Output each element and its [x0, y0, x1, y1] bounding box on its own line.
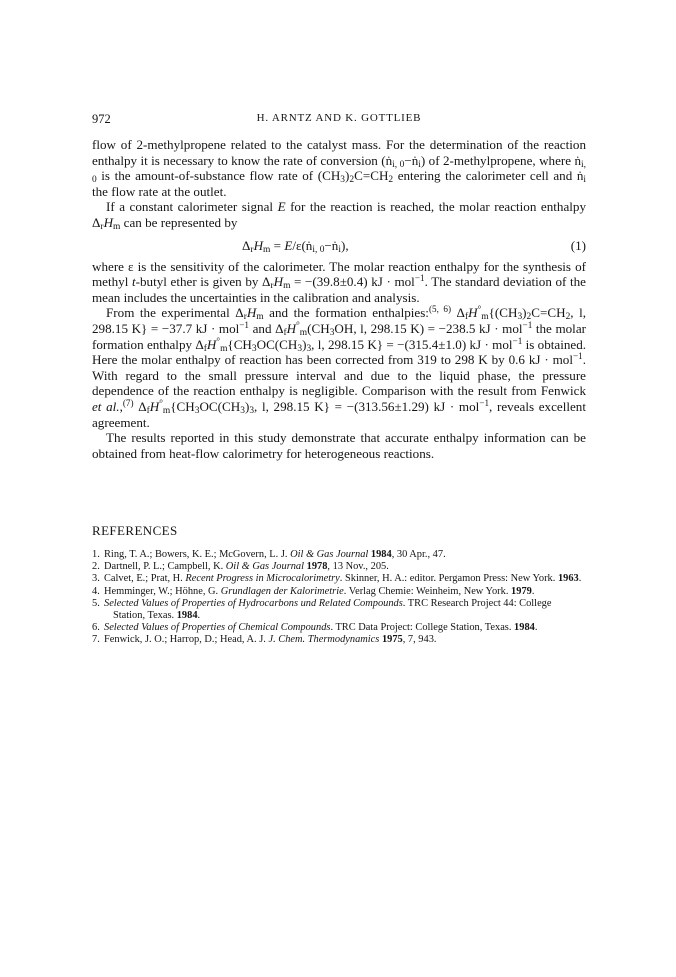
paragraph-calorimeter-signal: If a constant calorimeter signal E for the reaction is reached, the molar reaction enthalpy $\Delta_rH_m$ can be represented by	[92, 199, 586, 232]
running-head: H. ARNTZ AND K. GOTTLIEB	[256, 112, 422, 124]
paragraph-sensitivity: where ε is the sensitivity of the calorimeter. The molar reaction enthalpy for the synthesis of methyl t-butyl ether is given by $\Delta_rH_m = -(39.8\pm 0.4)$ kJ · mol$^{-1}$. The standard deviation of the mean includes the uncertainties in the calibration and analysis.	[92, 258, 586, 305]
paragraph-conclusion: The results reported in this study demonstrate that accurate enthalpy information can be obtained from heat-flow calorimetry for heterogeneous reactions.	[92, 430, 586, 461]
page-number: 972	[92, 112, 111, 126]
paragraph-formation-enthalpies: From the experimental $\Delta_rH_m$ and the formation enthalpies:$^{(5, 6)}$ $\Delta_fH^\circ_m\{(CH_3)_2C=CH_2$, l, 298.15 K} = −37.7 kJ · mol$^{-1}$ and $\Delta_fH^\circ_m(CH_3OH$, l, 298.15 K) = −238.5 kJ · mol$^{-1}$ the molar formation enthalpy $\Delta_fH^\circ_m\{CH_3OC(CH_3)_3$, l, 298.15 K} = −(315.4±1.0) kJ · mol$^{-1}$ is obtained. Here the molar enthalpy of reaction has been corrected from 319 to 298 K by 0.6 kJ · mol$^{-1}$. With regard to the small pressure interval and due to the liquid phase, the pressure dependence of the reaction enthalpy is negligible. Comparison with the result from Fenwick et al.,$^{(7)}$ $\Delta_fH^\circ_m\{CH_3OC(CH_3)_3$, l, 298.15 K} = −(313.56±1.29) kJ · mol$^{-1}$, reveals excellent agreement.	[92, 304, 587, 430]
reference-item	[92, 561, 586, 573]
reference-number: 7.	[92, 634, 100, 646]
reference-citation: Ring, T. A.; Bowers, K. E.; McGovern, L. J. Oil & Gas Journal 1984, 30 Apr., 47.	[104, 549, 446, 560]
reference-item	[92, 598, 586, 622]
reference-number: 1.	[92, 549, 100, 560]
reference-item	[92, 573, 586, 585]
references-section	[92, 523, 586, 647]
reference-item	[92, 622, 586, 634]
equation-1	[92, 235, 586, 257]
reference-item	[92, 634, 586, 646]
reference-citation: Calvet, E.; Prat, H. Recent Progress in Microcalorimetry. Skinner, H. A.: editor. Pergamon Press: New York. 1963.	[104, 573, 582, 585]
article-body	[92, 137, 586, 461]
reference-number: 6.	[92, 622, 100, 634]
reference-citation: Selected Values of Properties of Chemical Compounds. TRC Data Project: College Station, Texas. 1984.	[104, 622, 538, 634]
reference-number: 4.	[92, 585, 100, 597]
equation-number: (1)	[570, 237, 586, 253]
reference-number: 3.	[92, 573, 100, 585]
reference-citation: Fenwick, J. O.; Harrop, D.; Head, A. J. J. Chem. Thermodynamics 1975, 7, 943.	[104, 634, 437, 646]
references-heading: REFERENCES	[92, 523, 178, 538]
page-header	[92, 112, 586, 130]
equation-expression: $\Delta_rH_m$ = E/ε(ṅ$_{i, 0}$−ṅ$_i$),	[242, 237, 349, 255]
reference-item	[92, 586, 586, 598]
reference-citation: Selected Values of Properties of Hydrocarbons und Related Compounds. TRC Research Project 44: College Station, Texas. 1984.	[104, 597, 552, 622]
reference-list	[92, 549, 586, 647]
reference-citation: Dartnell, P. L.; Campbell, K. Oil & Gas Journal 1978, 13 Nov., 205.	[104, 561, 389, 573]
reference-item	[92, 549, 586, 561]
reference-citation: Hemminger, W.; Höhne, G. Grundlagen der Kalorimetrie. Verlag Chemie: Weinheim, New York. 1979.	[104, 585, 535, 597]
paragraph-conversion-rate: flow of 2-methylpropene related to the catalyst mass. For the determination of the reaction enthalpy it is necessary to know the rate of conversion (ṅ$_{i, 0}$−ṅ$_i$) of 2-methylpropene, where ṅ$_{i, 0}$ is the amount-of-substance flow rate of $(CH_3)_2C=CH_2$ entering the calorimeter cell and ṅ$_i$ the flow rate at the outlet.	[92, 137, 586, 199]
reference-number: 5.	[92, 597, 100, 609]
reference-number: 2.	[92, 561, 100, 573]
